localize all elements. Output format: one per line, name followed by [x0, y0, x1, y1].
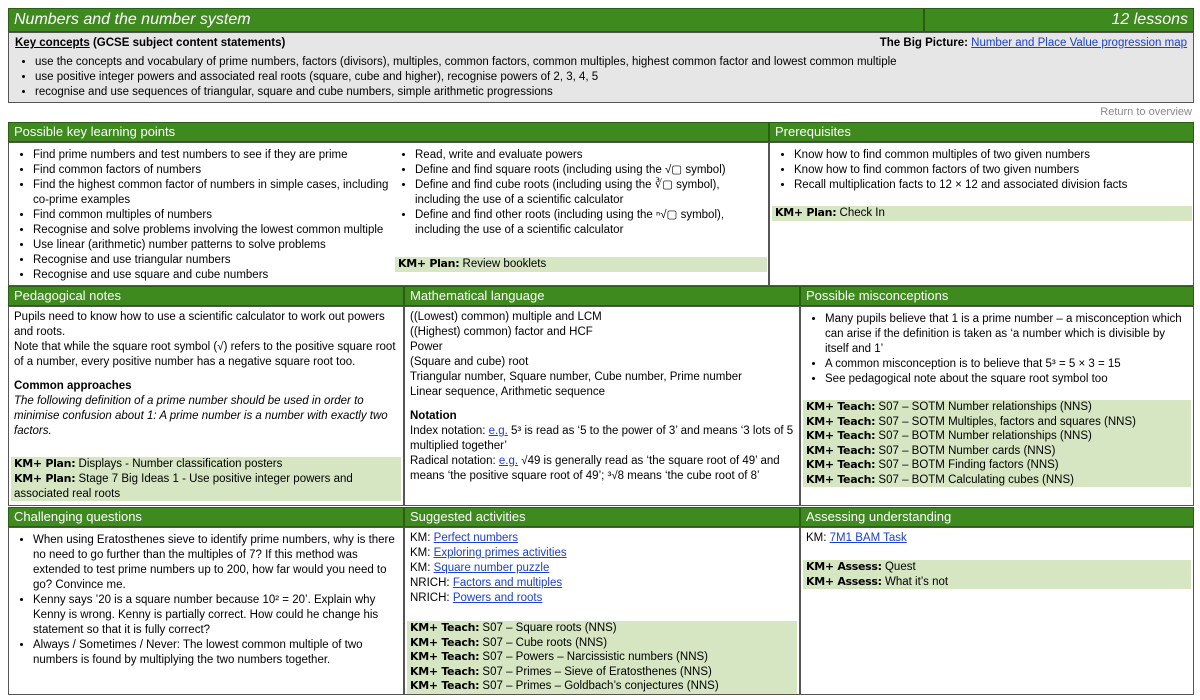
activity-link-factors-multiples[interactable]: Factors and multiples	[452, 577, 563, 589]
km-text: What it’s not	[884, 575, 949, 588]
index-text: 5³ is read as ‘5 to the power of 3’ and means ‘3 lots of 5 multiplied together’	[410, 425, 794, 452]
km-teach-item	[803, 444, 1191, 459]
pedagogical-p1: Pupils need to know how to use a scientific calculator to work out powers and roots.	[14, 311, 385, 338]
km-text: S07 – Square roots (NNS)	[482, 622, 617, 634]
list-item: • Recognise and solve problems involving the lowest common multiple	[33, 223, 393, 238]
km-label: KM+ Teach:	[806, 458, 876, 471]
km-label: KM+ Teach:	[806, 400, 876, 413]
km-text: S07 – Primes – Goldbach’s conjectures (NNS)	[482, 680, 719, 692]
activity-link-perfect-numbers[interactable]: Perfect numbers	[433, 532, 519, 544]
list-item: • Define and find square roots (including using the √▢ symbol)	[415, 163, 767, 178]
radical-eg: e.g.	[498, 455, 519, 467]
activity-source: NRICH:	[410, 592, 450, 604]
list-item: • Recognise and use square and cube numbers	[33, 268, 393, 283]
km-text: Check In	[839, 207, 885, 219]
list-item: • Find common factors of numbers	[33, 163, 393, 178]
list-item: • use the concepts and vocabulary of prime numbers, factors (divisors), multiples, common factors, common multiples, highest common factor and lowest common multiple	[35, 55, 1187, 70]
km-assess-quest	[803, 560, 1191, 575]
common-approaches-text: The following definition of a prime number should be used in order to minimise confusion about 1: A prime number is a number with exactly two factors.	[14, 395, 388, 437]
km-text: S07 – Powers – Narcissistic numbers (NNS)	[482, 651, 708, 663]
activities-panel	[404, 527, 800, 695]
km-teach-activities	[407, 621, 797, 694]
pedagogical-panel	[8, 306, 404, 506]
km-label: KM+ Teach:	[806, 414, 876, 428]
km-text: Displays - Number classification posters	[78, 458, 283, 470]
list-item: • Define and find other roots (including using the ⁿ√▢ symbol), including the use of a scientific calculator	[415, 208, 767, 238]
misconceptions-panel	[800, 306, 1194, 506]
km-label: KM+ Plan:	[14, 457, 76, 470]
challenging-header: Challenging questions	[8, 507, 404, 527]
key-concepts-label: Key concepts	[15, 37, 90, 49]
km-teach-item	[803, 429, 1191, 444]
assessing-header: Assessing understanding	[800, 507, 1194, 527]
activity-link-square-number-puzzle[interactable]: Square number puzzle	[433, 562, 550, 574]
language-term: Linear sequence, Arithmetic sequence	[410, 386, 605, 398]
language-term: ((Lowest) common) multiple and LCM	[410, 311, 602, 323]
km-text: S07 – SOTM Number relationships (NNS)	[878, 401, 1092, 413]
km-label: KM+ Assess:	[806, 574, 882, 588]
km-text: S07 – BOTM Number relationships (NNS)	[878, 430, 1092, 442]
assessing-source: KM:	[806, 532, 827, 544]
activity-link-exploring-primes[interactable]: Exploring primes activities	[433, 547, 567, 559]
km-label: KM+ Teach:	[410, 635, 480, 649]
km-text: S07 – Cube roots (NNS)	[482, 636, 608, 649]
language-term: (Square and cube) root	[410, 356, 529, 368]
km-text: S07 – Primes – Sieve of Eratosthenes (NNS)	[482, 665, 712, 678]
activity-link-powers-roots[interactable]: Powers and roots	[452, 592, 543, 604]
list-item: • Find common multiples of numbers	[33, 208, 393, 223]
km-label: KM+ Assess:	[806, 560, 882, 573]
list-item: • When using Eratosthenes sieve to identify prime numbers, why is there no need to go further than the multiples of 7? If this method was extended to test prime numbers up to 200, how far would you need to go? Convince me.	[33, 533, 398, 593]
list-item: • recognise and use sequences of triangular, square and cube numbers, simple arithmetic progressions	[35, 85, 1187, 100]
return-to-overview-link[interactable]: Return to overview	[1100, 106, 1192, 118]
km-label: KM+ Teach:	[806, 472, 876, 486]
km-text: S07 – BOTM Calculating cubes (NNS)	[878, 473, 1074, 486]
km-text: Stage 7 Big Ideas 1 - Use positive integer powers and associated real roots	[14, 473, 353, 500]
activity-source: NRICH:	[410, 577, 450, 589]
activities-header: Suggested activities	[404, 507, 800, 527]
list-item: • Recall multiplication facts to 12 × 12 and associated division facts	[794, 178, 1189, 193]
list-item: • Read, write and evaluate powers	[415, 148, 767, 163]
km-text: Quest	[884, 561, 916, 573]
activity-source: KM:	[410, 562, 431, 574]
pedagogical-p2: Note that while the square root symbol (√) refers to the positive square root of a number, every positive number has a negative square root too.	[14, 341, 396, 368]
km-plan-displays	[11, 457, 401, 472]
activity-row	[410, 576, 794, 591]
list-item: • Many pupils believe that 1 is a prime number – a misconception which can arise if the definition is taken as ‘a number which is divisible by itself and 1’	[825, 312, 1188, 357]
language-header: Mathematical language	[404, 286, 800, 306]
list-item: • Find prime numbers and test numbers to see if they are prime	[33, 148, 393, 163]
prerequisites-header: Prerequisites	[769, 122, 1194, 142]
km-plan-review	[395, 257, 767, 272]
language-term: ((Highest) common) factor and HCF	[410, 326, 593, 338]
key-concepts-suffix: (GCSE subject content statements)	[89, 37, 286, 49]
learning-points-left	[13, 148, 393, 283]
common-approaches-heading: Common approaches	[14, 380, 132, 392]
learning-points-panel	[8, 142, 769, 286]
activity-row	[410, 531, 794, 546]
km-text: S07 – SOTM Multiples, factors and squares (NNS)	[878, 415, 1136, 428]
lessons-count: 12 lessons	[924, 8, 1194, 32]
km-label: KM+ Teach:	[806, 429, 876, 442]
list-item: • Kenny says ’20 is a square number because 10² = 20’. Explain why Kenny is wrong. Kenny is partially correct. How could he change his statement so that it is fully correct?	[33, 593, 398, 638]
km-teach-item	[803, 458, 1191, 473]
learning-points-header: Possible key learning points	[8, 122, 769, 142]
key-concepts-box	[8, 32, 1194, 103]
list-item: • Use linear (arithmetic) number patterns to solve problems	[33, 238, 393, 253]
big-picture-link[interactable]: Number and Place Value progression map	[971, 37, 1187, 49]
km-label: KM+ Teach:	[410, 664, 480, 678]
km-teach-item	[407, 650, 797, 665]
list-item: • A common misconception is to believe that 5³ = 5 × 3 = 15	[825, 357, 1188, 372]
km-teach-misconceptions	[803, 400, 1191, 487]
activity-row	[410, 561, 794, 576]
list-item: • Always / Sometimes / Never: The lowest common multiple of two numbers is found by multiplying the two numbers together.	[33, 638, 398, 668]
km-teach-item	[407, 621, 797, 636]
km-text: S07 – BOTM Finding factors (NNS)	[878, 459, 1059, 471]
list-item: • Know how to find common factors of two given numbers	[794, 163, 1189, 178]
km-teach-item	[407, 679, 797, 694]
list-item: • Recognise and use triangular numbers	[33, 253, 393, 268]
activity-source: KM:	[410, 532, 431, 544]
list-item: • Define and find cube roots (including using the ∛▢ symbol), including the use of a scientific calculator	[415, 178, 767, 208]
assessing-panel	[800, 527, 1194, 695]
km-label: KM+ Teach:	[410, 621, 480, 634]
bam-task-link[interactable]: 7M1 BAM Task	[829, 532, 907, 544]
challenging-panel	[8, 527, 404, 695]
km-plan-check-in	[772, 206, 1192, 221]
misconceptions-header: Possible misconceptions	[800, 286, 1194, 306]
radical-text: √49 is generally read as ‘the square root of 49’ and means ‘the positive square root of 49’; ³√8 means ‘the cube root of 8’	[410, 455, 780, 482]
index-eg: e.g.	[488, 425, 508, 437]
km-label: KM+ Teach:	[806, 443, 876, 457]
page-title: Numbers and the number system	[8, 8, 924, 32]
list-item: • See pedagogical note about the square root symbol too	[825, 372, 1188, 387]
km-teach-item	[803, 400, 1191, 415]
big-picture-label: The Big Picture:	[879, 37, 968, 49]
radical-prefix: Radical notation:	[410, 455, 499, 467]
km-label: KM+ Plan:	[775, 206, 837, 219]
learning-points-right	[395, 148, 767, 238]
km-label: KM+ Plan:	[398, 257, 460, 270]
assessing-row	[806, 531, 1188, 546]
km-label: KM+ Teach:	[410, 679, 480, 692]
km-text: S07 – BOTM Number cards (NNS)	[878, 444, 1056, 457]
activity-row	[410, 546, 794, 561]
km-label: KM+ Plan:	[14, 472, 76, 485]
activity-source: KM:	[410, 547, 431, 559]
radical-notation	[410, 454, 794, 484]
activity-row	[410, 591, 794, 606]
km-plan-big-ideas	[11, 472, 401, 501]
notation-heading: Notation	[410, 410, 457, 422]
language-term: Power	[410, 341, 443, 353]
km-assess-what-its-not	[803, 575, 1191, 590]
km-teach-item	[407, 665, 797, 680]
km-teach-item	[803, 415, 1191, 430]
km-label: KM+ Teach:	[410, 650, 480, 663]
pedagogical-header: Pedagogical notes	[8, 286, 404, 306]
language-panel	[404, 306, 800, 506]
language-term: Triangular number, Square number, Cube number, Prime number	[410, 371, 742, 383]
list-item: • Know how to find common multiples of two given numbers	[794, 148, 1189, 163]
list-item: • Find the highest common factor of numbers in simple cases, including co-prime examples	[33, 178, 393, 208]
km-text: Review booklets	[462, 258, 547, 270]
km-teach-item	[407, 636, 797, 651]
key-concepts-list	[15, 55, 1187, 100]
list-item: • use positive integer powers and associated real roots (square, cube and higher), recognise powers of 2, 3, 4, 5	[35, 70, 1187, 85]
index-notation	[410, 424, 794, 454]
prerequisites-panel	[769, 142, 1194, 286]
index-prefix: Index notation:	[410, 425, 489, 437]
km-teach-item	[803, 473, 1191, 488]
